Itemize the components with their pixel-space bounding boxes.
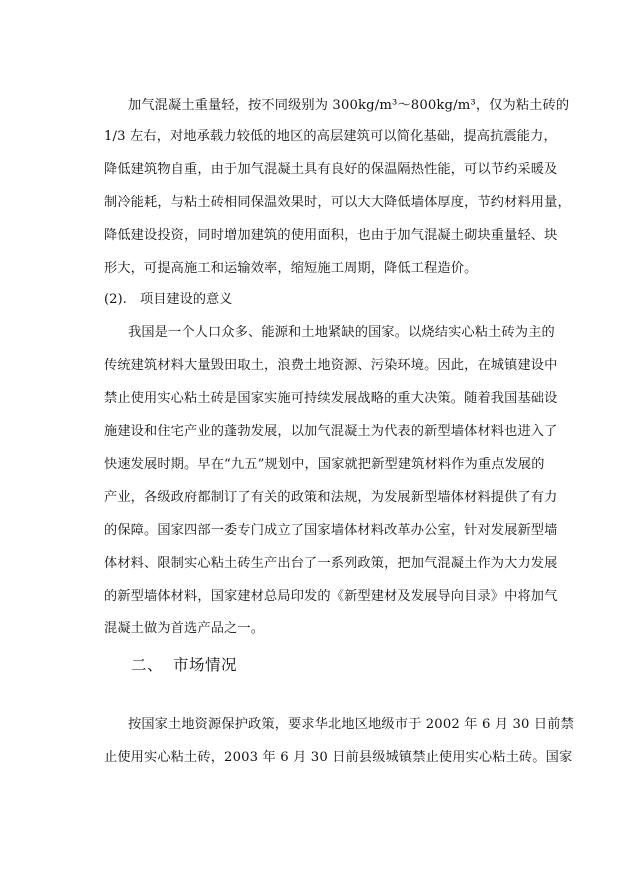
paragraph2-line: 产业，各级政府都制订了有关的政策和法规，为发展新型墙体材料提供了有力: [104, 490, 558, 505]
paragraph2-line: 体材料、限制实心粘土砖生产出台了一系列政策，把加气混凝土作为大力发展: [104, 556, 558, 571]
paragraph1-line: 降低建筑物自重，由于加气混凝土具有良好的保温隔热性能，可以节约采暖及: [104, 162, 558, 177]
paragraph2-line: 混凝土做为首选产品之一。: [104, 621, 265, 636]
paragraph1-line: 制冷能耗，与粘土砖相同保温效果时，可以大大降低墙体厚度，节约材料用量，: [104, 195, 571, 210]
paragraph2-line: 的新型墙体材料，国家建材总局印发的《新型建材及发展导向目录》中将加气: [104, 589, 558, 604]
paragraph2-line: 快速发展时期。早在“九五”规划中，国家就把新型建筑材料作为重点发展的: [104, 457, 545, 472]
chapter-heading: [131, 656, 237, 674]
paragraph1-line: 1/3 左右，对地承载力较低的地区的高层建筑可以简化基础，提高抗震能力，: [104, 129, 557, 144]
paragraph2-line: 禁止使用实心粘土砖是国家实施可持续发展战略的重大决策。随着我国基础设: [104, 391, 558, 406]
paragraph2-line: 的保障。国家四部一委专门成立了国家墙体材料改革办公室，针对发展新型墙: [104, 523, 558, 538]
paragraph2-line: 施建设和住宅产业的蓬勃发展，以加气混凝土为代表的新型墙体材料也进入了: [104, 424, 558, 439]
chapter-title: 市场情况: [173, 656, 238, 674]
paragraph2-line: 我国是一个人口众多、能源和土地紧缺的国家。以烧结实心粘土砖为主的: [128, 325, 555, 340]
paragraph1-line: 降低建设投资，同时增加建筑的使用面积，也由于加气混凝土砌块重量轻、块: [104, 228, 558, 243]
paragraph2-line: 传统建筑材料大量毁田取土，浪费土地资源、污染环境。因此，在城镇建设中: [104, 358, 558, 373]
paragraph3-line: 按国家土地资源保护政策，要求华北地区地级市于 2002 年 6 月 30 日前禁: [128, 717, 574, 732]
paragraph1-line: 形大，可提高施工和运输效率，缩短施工周期，降低工程造价。: [104, 261, 478, 276]
paragraph3-line: 止使用实心粘土砖，2003 年 6 月 30 日前县级城镇禁止使用实心粘土砖。国家: [104, 750, 573, 765]
paragraph1-line: 加气混凝土重量轻，按不同级别为 300kg/m³～800kg/m³，仅为粘土砖的: [128, 98, 570, 113]
section-heading: (2). 项目建设的意义: [104, 292, 233, 307]
chapter-number: 二、: [131, 656, 164, 674]
